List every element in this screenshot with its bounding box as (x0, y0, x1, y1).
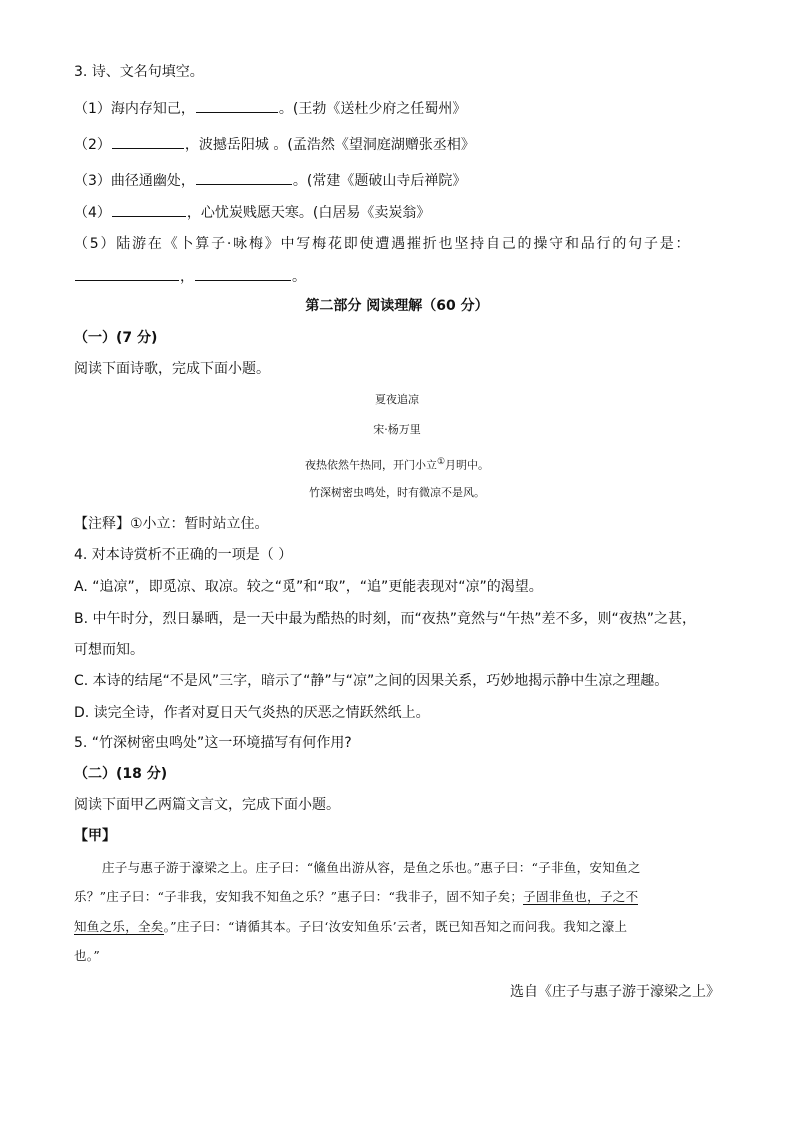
classical-line-2-text: 乐？”庄子曰：“子非我，安知我不知鱼之乐？”惠子曰：“我非子，固不知子矣； (74, 889, 524, 904)
question-3-5: （5）陆游在《卜算子·咏梅》中写梅花即使遭遇摧折也坚持自己的操守和品行的句子是： (74, 236, 692, 252)
q5-answer-blank-1[interactable] (75, 266, 179, 281)
option-a: A. “追凉”，即觅凉、取凉。较之“觅”和“取”，“追”更能表现对“凉”的渴望。 (74, 579, 543, 595)
q1-suffix: 。(王勃《送杜少府之任蜀州》 (278, 101, 467, 117)
part2-heading: 第二部分 阅读理解（60 分） (305, 298, 489, 314)
q3-answer-blank[interactable] (196, 170, 292, 185)
option-b-line-2: 可想而知。 (74, 642, 144, 658)
question-3-3 (74, 170, 466, 191)
text-jia-label: 【甲】 (74, 828, 116, 844)
source-citation: 选自《庄子与惠子游于濠梁之上》 (510, 984, 720, 1000)
q5-answer-blank-2[interactable] (195, 266, 291, 281)
option-c: C. 本诗的结尾“不是风”三字，暗示了“静”与“凉”之间的因果关系，巧妙地揭示静中生凉之理趣。 (74, 673, 669, 689)
q4-prefix: （4） (74, 205, 111, 221)
classical-line-1: 庄子与惠子游于濠梁之上。庄子曰：“鯈鱼出游从容，是鱼之乐也。”惠子曰：“子非鱼，安知鱼之 (102, 860, 641, 875)
classical-line-3 (74, 917, 627, 937)
question-3-title: 3. 诗、文名句填空。 (74, 64, 204, 80)
poem-author: 宋·杨万里 (373, 423, 421, 436)
poem-line-1-first: 夜热依然午热同，开门小立 (304, 458, 437, 472)
poem-title: 夏夜追凉 (375, 393, 419, 406)
question-3-1 (74, 98, 466, 119)
poem-line-1 (0, 452, 794, 476)
question-3-5-answer (74, 266, 306, 287)
classical-line-2 (74, 887, 638, 907)
section-2-instruction: 阅读下面甲乙两篇文言文，完成下面小题。 (74, 797, 340, 813)
q4-answer-blank[interactable] (112, 202, 186, 217)
section-2-heading: （二）(18 分) (74, 766, 168, 782)
section-1-instruction: 阅读下面诗歌，完成下面小题。 (74, 361, 270, 377)
annotation: 【注释】①小立：暂时站立住。 (74, 516, 269, 532)
option-b-line-1: B. 中午时分，烈日暴晒，是一天中最为酷热的时刻，而“夜热”竟然与“午热”差不多，则“夜热”之甚， (74, 611, 697, 627)
q5-separator: ， (180, 269, 194, 285)
question-3-4 (74, 202, 430, 223)
option-d: D. 读完全诗，作者对夏日天气炎热的厌恶之情跃然纸上。 (74, 705, 430, 721)
question-5: 5. “竹深树密虫鸣处”这一环境描写有何作用? (74, 735, 352, 751)
poem-line-2: 竹深树密虫鸣处，时有微凉不是风。 (309, 486, 485, 499)
classical-line-4: 也。” (74, 948, 101, 963)
classical-line-2-underlined: 子固非鱼也，子之不 (523, 889, 639, 904)
question-4: 4. 对本诗赏析不正确的一项是（ ） (74, 547, 293, 563)
section-1-heading: （一）(7 分) (74, 330, 158, 346)
q2-answer-blank[interactable] (112, 134, 184, 149)
q3-prefix: （3）曲径通幽处， (74, 173, 195, 189)
q2-prefix: （2） (74, 137, 111, 153)
poem-line-1-second: 月明中。 (445, 458, 490, 472)
q5-end: 。 (292, 269, 306, 285)
classical-line-3-text: 。”庄子曰：“请循其本。子曰‘汝安知鱼乐’云者，既已知吾知之而问我。我知之濠上 (163, 919, 628, 934)
classical-line-3-underlined: 知鱼之乐，全矣 (74, 919, 164, 934)
q4-suffix: ，心忧炭贱愿天寒。(白居易《卖炭翁》 (186, 205, 431, 221)
poem-note-marker: ① (436, 457, 446, 467)
question-3-2 (74, 134, 475, 155)
q1-answer-blank[interactable] (196, 98, 278, 113)
q1-prefix: （1）海内存知己， (74, 101, 195, 117)
q3-suffix: 。(常建《题破山寺后禅院》 (292, 173, 467, 189)
q2-suffix: ，波撼岳阳城 。(孟浩然《望洞庭湖赠张丞相》 (184, 137, 475, 153)
